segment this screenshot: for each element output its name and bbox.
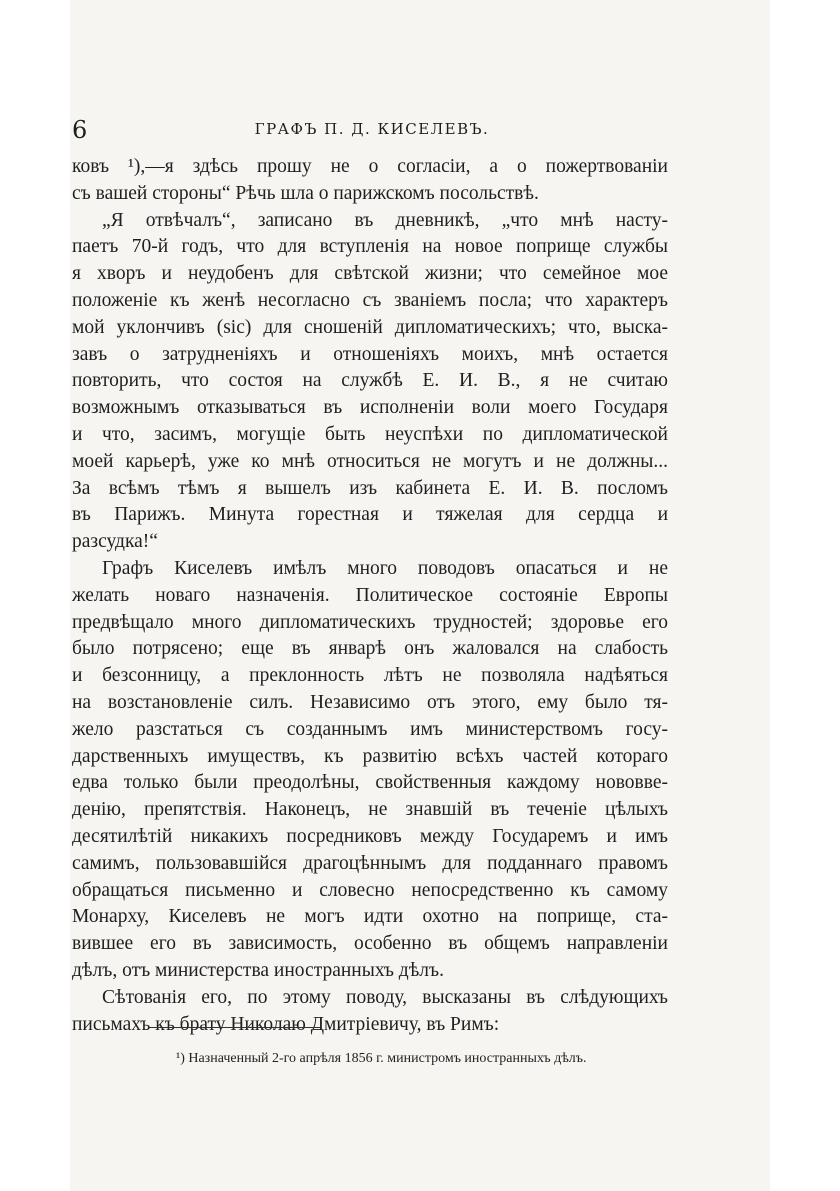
text-line: едва только были преодолѣны, свойственныя каждому нововве-: [72, 772, 668, 794]
text-line: предвѣщало много дипломатическихъ трудностей; здоровье его: [72, 611, 668, 633]
text-line: письмахъ къ брату Николаю Дмитріевичу, въ Римъ:: [72, 1013, 500, 1035]
running-header: [72, 116, 672, 146]
text-line: повторить, что состоя на службѣ Е. И. В., я не считаю: [72, 370, 668, 392]
text-line: обращаться письменно и словесно непосредственно къ самому: [72, 879, 668, 901]
text-line: Сѣтованія его, по этому поводу, высказаны въ слѣдующихъ: [102, 986, 668, 1008]
text-line: положеніе къ женѣ несогласно съ званіемъ посла; что характеръ: [72, 289, 668, 311]
paragraph-3: [72, 556, 668, 985]
text-line: разсудка!“: [72, 531, 158, 553]
text-line: на возстановленіе силъ. Независимо отъ этого, ему было тя-: [72, 691, 668, 713]
text-line: десятилѣтій никакихъ посредниковъ между Государемъ и имъ: [72, 825, 668, 847]
text-line: самимъ, пользовавшійся драгоцѣннымъ для подданнаго правомъ: [72, 852, 668, 874]
running-title: ГРАФЪ П. Д. КИСЕЛЕВЪ.: [254, 120, 490, 138]
text-line: мой уклончивъ (sic) для сношеній дипломатическихъ; что, выска-: [72, 316, 668, 338]
paragraph-2: [72, 208, 668, 556]
page-number: 6: [72, 116, 88, 144]
text-line: желать новаго назначенія. Политическое состояніе Европы: [72, 584, 668, 606]
text-line: въ Парижъ. Минута горестная и тяжелая для сердца и: [72, 504, 668, 526]
text-line: Монарху, Киселевъ не могъ идти охотно на поприще, ста-: [72, 906, 668, 928]
text-line: съ вашей стороны“ Рѣчь шла о парижскомъ посольствѣ.: [72, 182, 539, 204]
text-line: и безсонницу, а преклонность лѣтъ не позволяла надѣяться: [72, 665, 668, 687]
text-line: дѣлъ, отъ министерства иностранныхъ дѣлъ.: [72, 959, 444, 981]
text-line: „Я отвѣчалъ“, записано въ дневникѣ, „что мнѣ насту-: [102, 209, 668, 231]
body-text: [72, 154, 668, 1038]
paragraph-1: [72, 154, 668, 208]
text-line: вившее его въ зависимость, особенно въ общемъ направленіи: [72, 933, 668, 955]
footnote: ¹) Назначенный 2-го апрѣля 1856 г. министромъ иностранныхъ дѣлъ.: [176, 1051, 587, 1066]
text-line: было потрясено; еще въ январѣ онъ жаловался на слабость: [72, 638, 668, 660]
text-line: и что, засимъ, могущіе быть неуспѣхи по дипломатической: [72, 423, 668, 445]
paragraph-4: [72, 985, 668, 1039]
text-line: моей карьерѣ, уже ко мнѣ относиться не могутъ и не должны...: [72, 450, 668, 472]
text-line: Графъ Киселевъ имѣлъ много поводовъ опасаться и не: [102, 557, 668, 579]
text-line: ковъ ¹),—я здѣсь прошу не о согласіи, а о пожертвованіи: [72, 156, 668, 177]
text-line: завъ о затрудненіяхъ и отношеніяхъ моихъ, мнѣ остается: [72, 343, 668, 365]
text-line: я хворъ и неудобенъ для свѣтской жизни; что семейное мое: [72, 263, 668, 285]
footnote-separator: [148, 1027, 320, 1028]
text-line: паетъ 70-й годъ, что для вступленія на новое поприще службы: [72, 236, 668, 258]
text-line: денію, препятствія. Наконецъ, не знавшій въ теченіе цѣлыхъ: [72, 799, 668, 821]
text-line: жело разстаться съ созданнымъ имъ министерствомъ госу-: [72, 718, 668, 740]
text-line: возможнымъ отказываться въ исполненіи воли моего Государя: [72, 397, 668, 419]
text-line: дарственныхъ имуществъ, къ развитію всѣхъ частей котораго: [72, 745, 668, 767]
text-line: За всѣмъ тѣмъ я вышелъ изъ кабинета Е. И. В. посломъ: [72, 477, 668, 499]
